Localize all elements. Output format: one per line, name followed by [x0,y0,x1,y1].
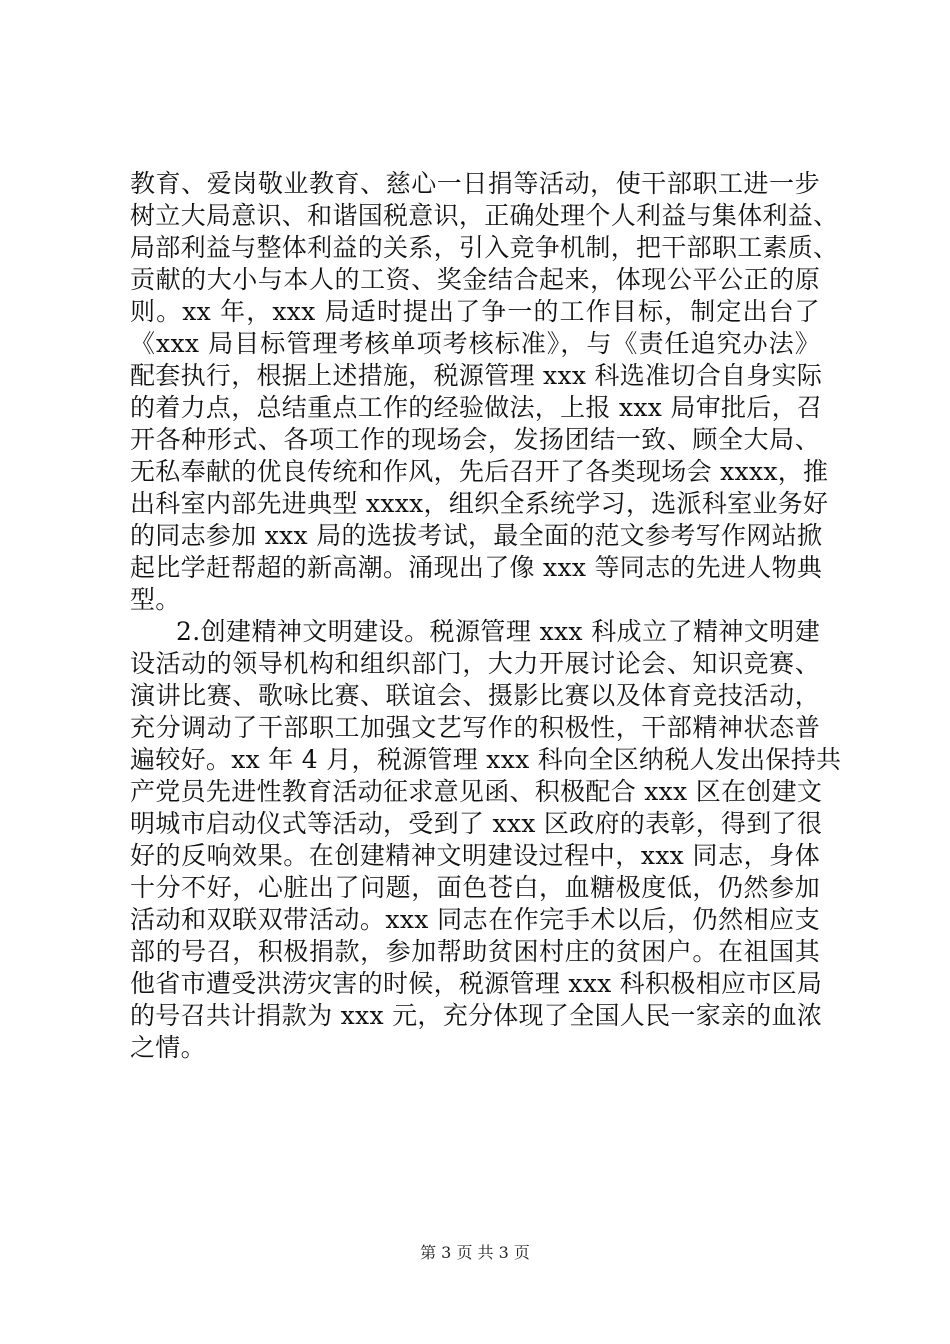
paragraph-line: 开各种形式、各项工作的现场会，发扬团结一致、顾全大局、 [130,425,820,454]
paragraph-line: 教育、爱岗敬业教育、慈心一日捐等活动，使干部职工进一步 [130,169,820,198]
paragraph-line: 的号召共计捐款为 xxx 元，充分体现了全国人民一家亲的血浓 [130,1001,823,1030]
paragraph-line-last: 型。 [130,585,181,614]
paragraph-line: 贡献的大小与本人的工资、奖金结合起来，体现公平公正的原 [130,265,820,294]
paragraph-line: 演讲比赛、歌咏比赛、联谊会、摄影比赛以及体育竞技活动， [130,681,820,710]
paragraph-line: 遍较好。xx 年 4 月，税源管理 xxx 科向全区纳税人发出保持共 [130,745,842,774]
paragraph-line: 无私奉献的优良传统和作风，先后召开了各类现场会 xxxx，推 [130,457,829,486]
paragraph-line: 树立大局意识、和谐国税意识，正确处理个人利益与集体利益、 [130,201,839,230]
paragraph-line: 《xxx 局目标管理考核单项考核标准》，与《责任追究办法》 [130,329,820,358]
paragraph-line: 局部利益与整体利益的关系，引入竞争机制，把干部职工素质、 [130,233,839,262]
paragraph-line: 活动和双联双带活动。xxx 同志在作完手术以后，仍然相应支 [130,905,820,934]
paragraph-line: 则。xx 年，xxx 局适时提出了争一的工作目标，制定出台了 [130,297,820,326]
document-body [130,168,842,1064]
paragraph-line: 的着力点，总结重点工作的经验做法，上报 xxx 局审批后，召 [130,393,823,422]
paragraph-line: 好的反响效果。在创建精神文明建设过程中，xxx 同志，身体 [130,841,820,870]
paragraph-line: 的同志参加 xxx 局的选拔考试，最全面的范文参考写作网站掀 [130,521,823,550]
paragraph-line: 产党员先进性教育活动征求意见函、积极配合 xxx 区在创建文 [130,777,823,806]
paragraph-line: 设活动的领导机构和组织部门，大力开展讨论会、知识竞赛、 [130,649,820,678]
paragraph-line: 配套执行，根据上述措施，税源管理 xxx 科选准切合自身实际 [130,361,823,390]
paragraph-line-last: 之情。 [130,1033,206,1062]
paragraph-line: 部的号召，积极捐款，参加帮助贫困村庄的贫困户。在祖国其 [130,937,820,966]
paragraph-line: 十分不好，心脏出了问题，面色苍白，血糖极度低，仍然参加 [130,873,820,902]
paragraph-line: 他省市遭受洪涝灾害的时候，税源管理 xxx 科积极相应市区局 [130,969,823,998]
page-number-footer: 第 3 页 共 3 页 [420,1243,530,1262]
paragraph-line-first: 2.创建精神文明建设。税源管理 xxx 科成立了精神文明建 [176,617,820,646]
paragraph-line: 出科室内部先进典型 xxxx，组织全系统学习，选派科室业务好 [130,489,829,518]
paragraph-line: 充分调动了干部职工加强文艺写作的积极性，干部精神状态普 [130,713,820,742]
paragraph-line: 起比学赶帮超的新高潮。涌现出了像 xxx 等同志的先进人物典 [130,553,823,582]
paragraph-line: 明城市启动仪式等活动，受到了 xxx 区政府的表彰，得到了很 [130,809,823,838]
